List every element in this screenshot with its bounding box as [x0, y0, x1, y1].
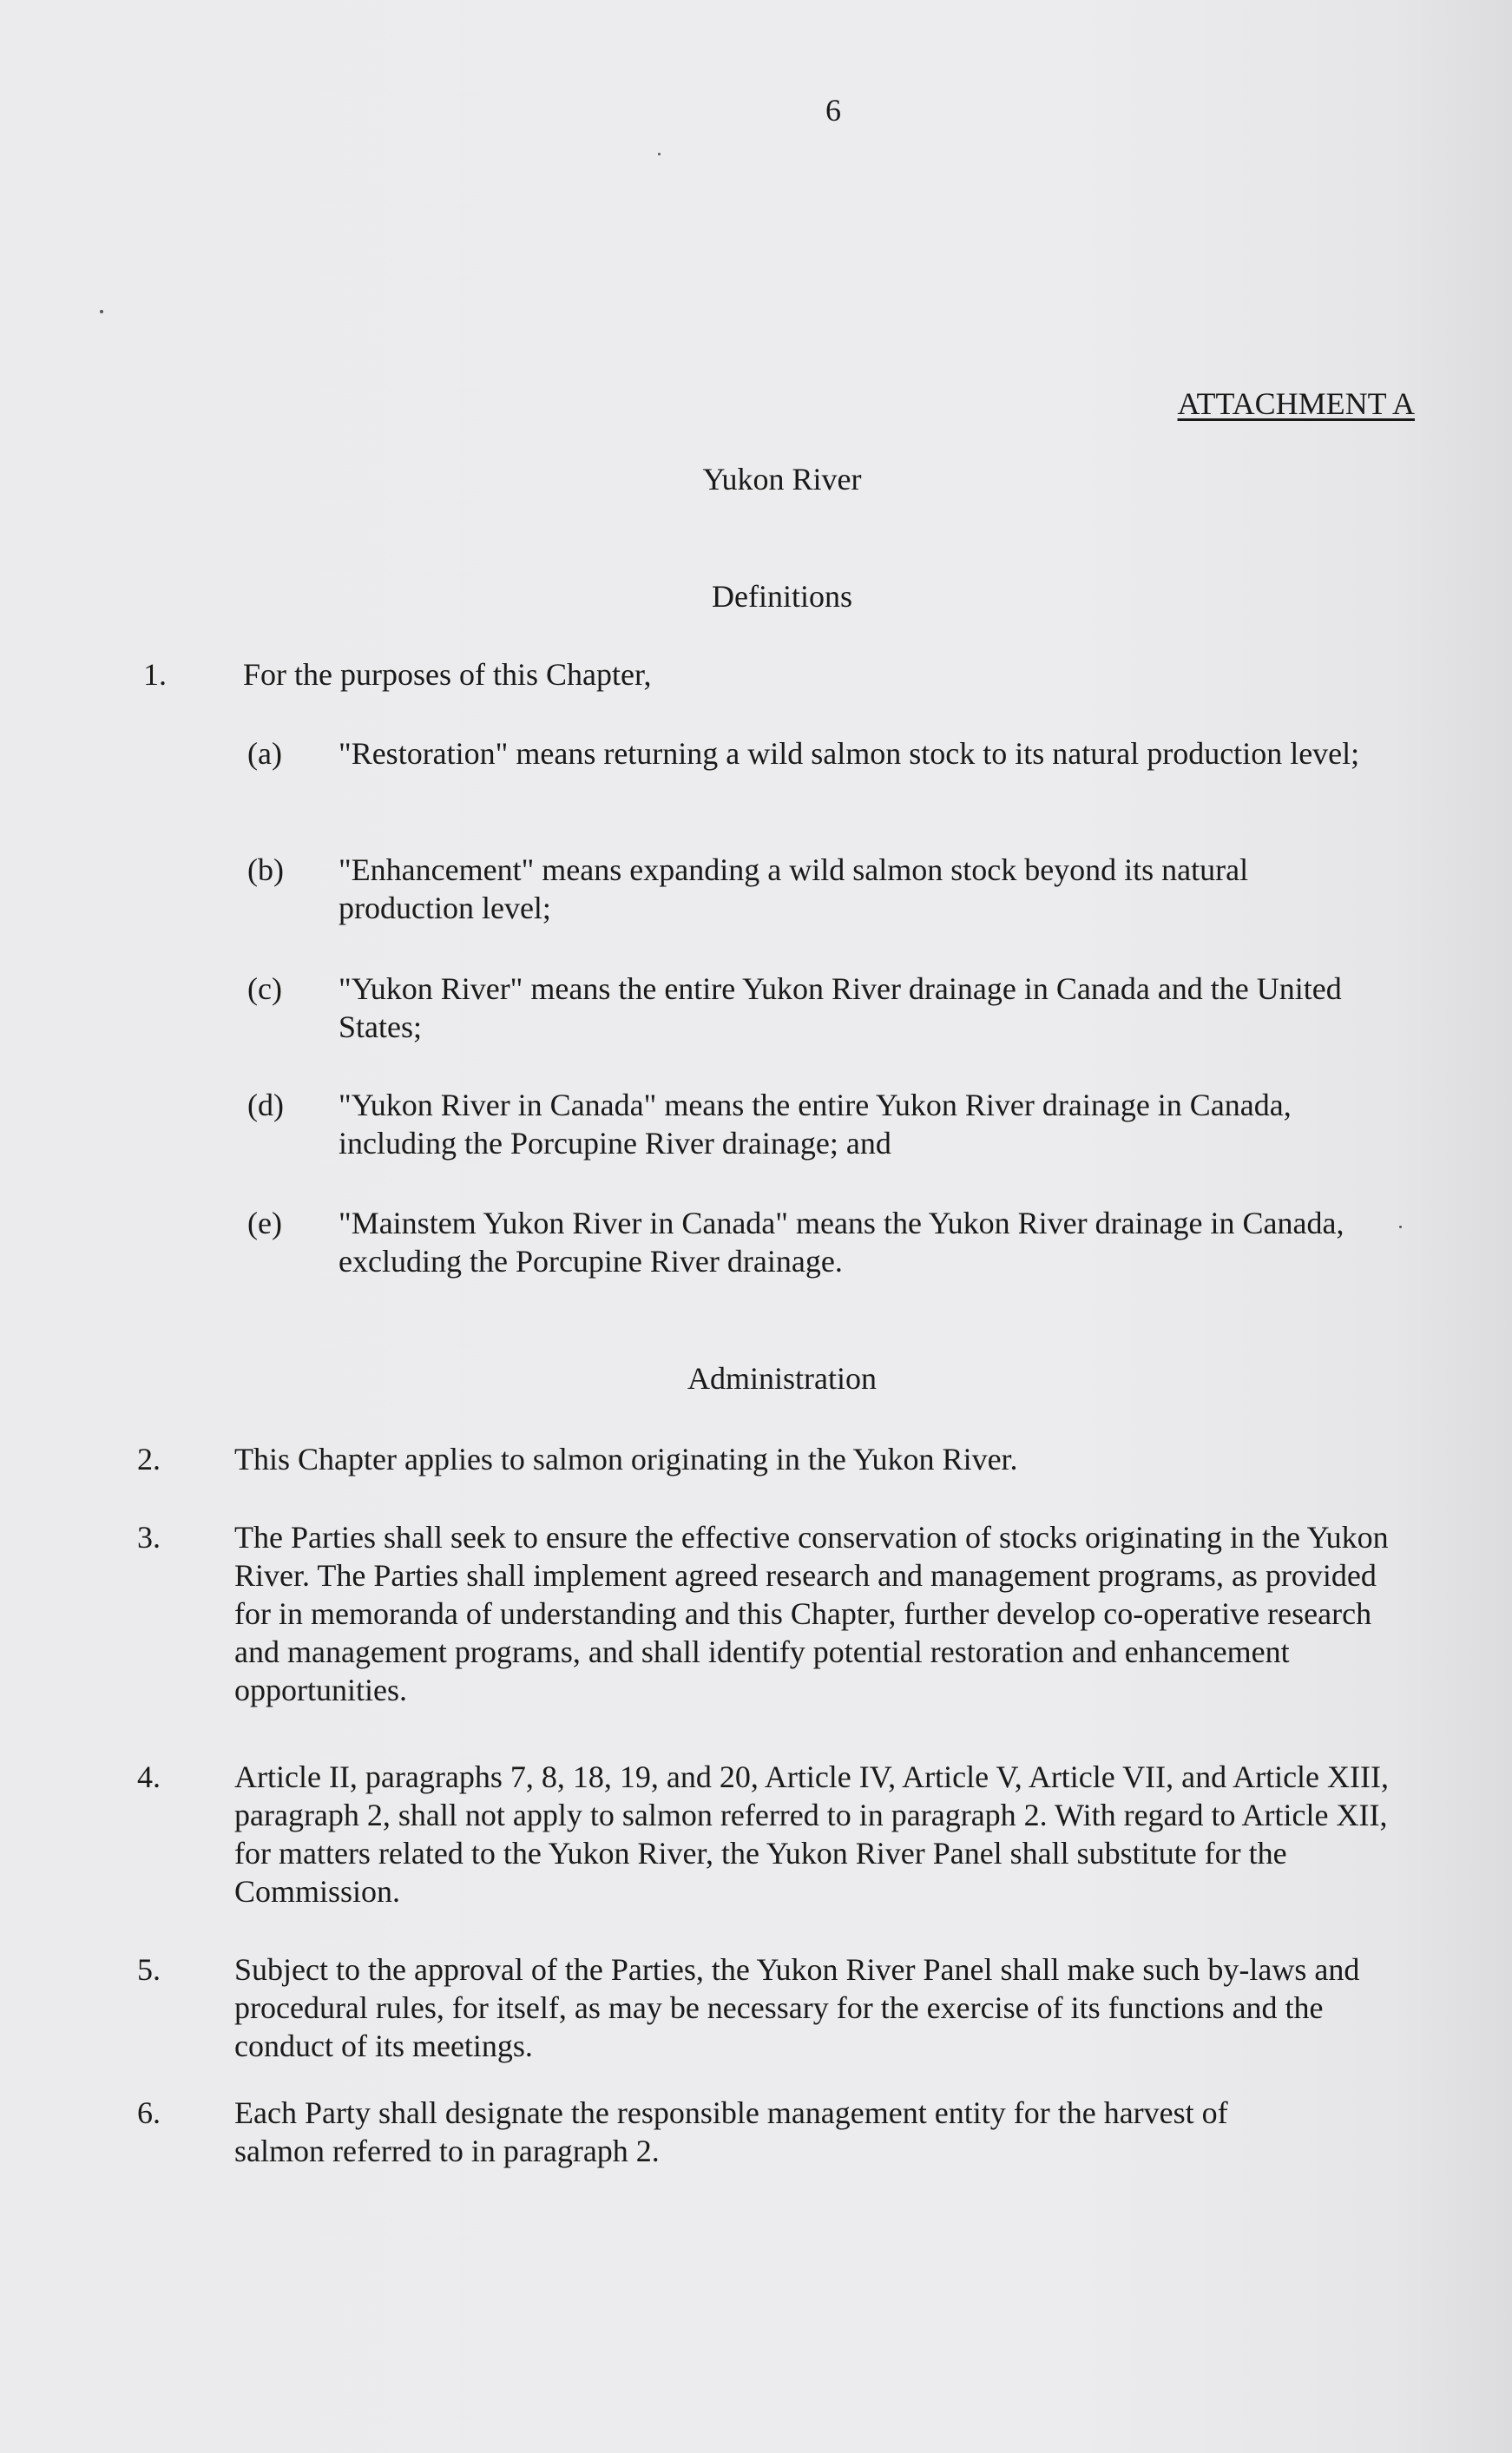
paragraph-text: Subject to the approval of the Parties, the Yukon River Panel shall make such by-laws and procedural rules, for itself, as may be necessary for the exercise of its functions and the conduct of its meetings. [234, 1952, 1360, 2063]
paragraph-number: 1. [143, 657, 167, 692]
paragraph-number: 3. [137, 1520, 161, 1555]
definition-text: "Enhancement" means expanding a wild salmon stock beyond its natural production level; [339, 852, 1249, 925]
paragraph-text: Article II, paragraphs 7, 8, 18, 19, and 20, Article IV, Article V, Article VII, and Article XIII, paragraph 2, shall not apply to salmon referred to in paragraph 2. With regard to Article XII, for matters related to the Yukon River, the Yukon River Panel shall substitute for the Commission. [234, 1759, 1389, 1909]
section-heading-definitions: Definitions [712, 579, 852, 614]
page-number: 6 [825, 93, 841, 128]
paragraph-number: 6. [137, 2095, 161, 2130]
definition-text: "Yukon River" means the entire Yukon River drainage in Canada and the United States; [339, 971, 1342, 1044]
paragraph-text: For the purposes of this Chapter, [243, 657, 652, 692]
paper-speck [658, 153, 661, 155]
definition-label: (b) [247, 852, 284, 887]
paragraph-number: 2. [137, 1442, 161, 1476]
definition-text: "Mainstem Yukon River in Canada" means the Yukon River drainage in Canada, excluding the Porcupine River drainage. [339, 1206, 1344, 1279]
bleed-through-texture [434, 347, 1389, 373]
paragraph-text: This Chapter applies to salmon originating in the Yukon River. [234, 1442, 1018, 1476]
paragraph-text: Each Party shall designate the responsible management entity for the harvest of salmon referred to in paragraph 2. [234, 2095, 1228, 2168]
definition-label: (c) [247, 971, 282, 1006]
paragraph-number: 4. [137, 1759, 161, 1794]
section-heading-administration: Administration [687, 1361, 877, 1396]
definition-label: (a) [247, 736, 282, 771]
definition-text: "Yukon River in Canada" means the entire Yukon River drainage in Canada, including the Porcupine River drainage; and [339, 1088, 1292, 1161]
attachment-label: ATTACHMENT A [1177, 386, 1415, 421]
definition-text: "Restoration" means returning a wild salmon stock to its natural production level; [339, 736, 1360, 771]
paragraph-number: 5. [137, 1952, 161, 1987]
chapter-title: Yukon River [702, 462, 862, 497]
paragraph-text: The Parties shall seek to ensure the effective conservation of stocks originating in the Yukon River. The Parties shall implement agreed research and management programs, as provided for in memoranda of understanding and this Chapter, further develop co-operative research and management programs, and shall identify potential restoration and enhancement opportunities. [234, 1520, 1389, 1707]
definition-label: (e) [247, 1206, 282, 1240]
definition-label: (d) [247, 1088, 284, 1122]
paper-speck [100, 310, 103, 313]
paper-speck [1399, 1226, 1402, 1228]
